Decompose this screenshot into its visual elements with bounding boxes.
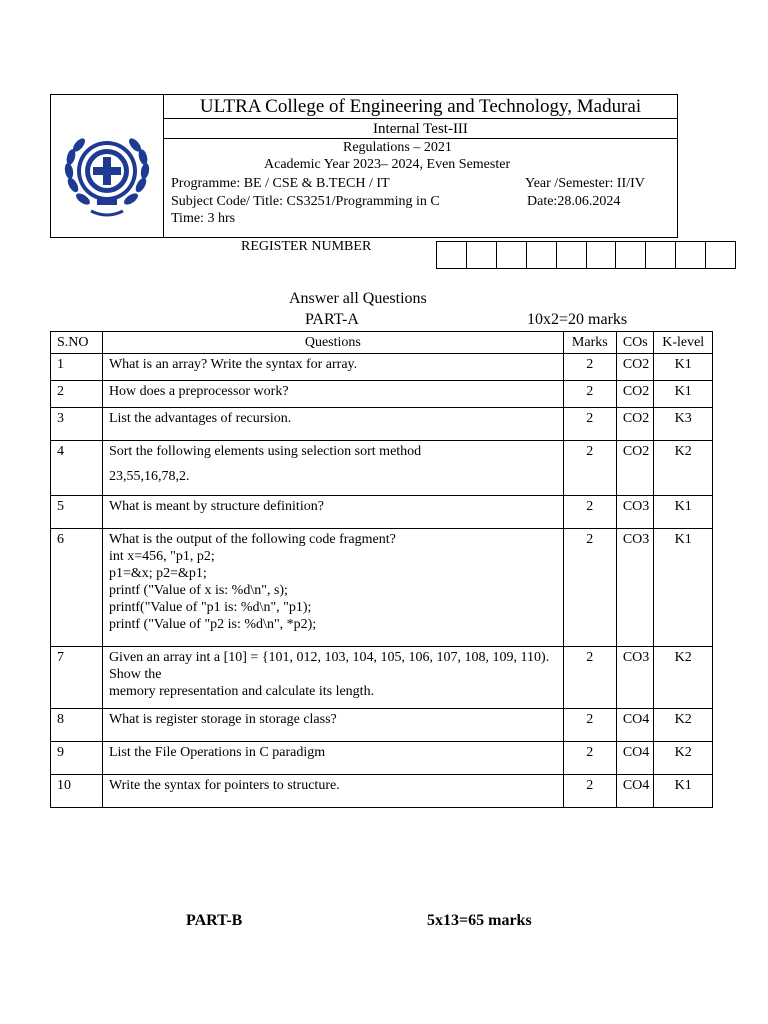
question-number: 10	[51, 775, 103, 808]
register-digit-box[interactable]	[497, 242, 527, 268]
question-marks: 2	[563, 529, 616, 647]
question-number: 9	[51, 742, 103, 775]
question-marks: 2	[563, 441, 616, 496]
question-text	[102, 709, 563, 742]
register-digit-box[interactable]	[616, 242, 646, 268]
college-emblem-icon	[61, 127, 153, 224]
question-line: Given an array int a [10] = {101, 012, 103, 104, 105, 106, 107, 108, 109, 110). Show the	[108, 650, 553, 682]
question-number: 1	[51, 354, 103, 381]
question-number: 4	[51, 441, 103, 496]
question-number: 7	[51, 647, 103, 709]
question-line: List the advantages of recursion.	[108, 411, 292, 426]
question-line: What is meant by structure definition?	[108, 499, 324, 514]
question-line: int x=456, "p1, p2;	[108, 549, 215, 564]
questions-header: Questions	[102, 332, 563, 354]
part-b-marks: 5x13=65 marks	[427, 912, 532, 929]
logo-cell	[51, 95, 164, 237]
question-marks: 2	[563, 775, 616, 808]
question-line: printf ("Value of "p2 is: %d\n", *p2);	[108, 617, 317, 632]
question-line: What is the output of the following code fragment?	[108, 532, 396, 547]
question-line: What is an array? Write the syntax for array.	[108, 357, 358, 372]
question-klevel: K1	[654, 496, 713, 529]
question-text	[102, 742, 563, 775]
question-number: 6	[51, 529, 103, 647]
question-line: printf ("Value of x is: %d\n", s);	[108, 583, 288, 598]
question-line: p1=&x; p2=&p1;	[108, 566, 207, 581]
test-title: Internal Test-III	[164, 119, 677, 139]
question-co: CO2	[616, 408, 654, 441]
question-klevel: K2	[654, 441, 713, 496]
marks-header: Marks	[563, 332, 616, 354]
question-co: CO4	[616, 742, 654, 775]
question-text	[102, 354, 563, 381]
question-marks: 2	[563, 408, 616, 441]
register-digit-box[interactable]	[557, 242, 587, 268]
question-text	[102, 441, 563, 496]
table-row	[51, 647, 713, 709]
question-number: 8	[51, 709, 103, 742]
question-co: CO2	[616, 354, 654, 381]
question-co: CO2	[616, 381, 654, 408]
question-line: What is register storage in storage class?	[108, 712, 337, 727]
table-row	[51, 742, 713, 775]
question-klevel: K1	[654, 775, 713, 808]
question-line: How does a preprocessor work?	[108, 384, 289, 399]
register-digit-box[interactable]	[587, 242, 617, 268]
question-co: CO2	[616, 441, 654, 496]
question-klevel: K1	[654, 381, 713, 408]
question-klevel: K1	[654, 354, 713, 381]
question-klevel: K2	[654, 647, 713, 709]
register-digit-box[interactable]	[706, 242, 735, 268]
table-row	[51, 709, 713, 742]
subject: Subject Code/ Title: CS3251/Programming in C	[171, 194, 440, 209]
table-row	[51, 529, 713, 647]
question-text	[102, 529, 563, 647]
question-number: 5	[51, 496, 103, 529]
part-b-title: PART-B	[186, 912, 243, 929]
questions-table	[50, 331, 713, 808]
question-co: CO4	[616, 709, 654, 742]
question-klevel: K1	[654, 529, 713, 647]
year-semester: Year /Semester: II/IV	[525, 176, 645, 191]
register-digit-box[interactable]	[646, 242, 676, 268]
register-number-label: REGISTER NUMBER	[241, 239, 372, 254]
question-klevel: K2	[654, 742, 713, 775]
question-marks: 2	[563, 496, 616, 529]
instructions: Answer all Questions	[289, 290, 427, 307]
question-co: CO4	[616, 775, 654, 808]
question-marks: 2	[563, 354, 616, 381]
question-marks: 2	[563, 742, 616, 775]
table-row	[51, 354, 713, 381]
questions-body	[51, 354, 713, 808]
question-line: memory representation and calculate its length.	[108, 684, 375, 699]
part-a-title: PART-A	[305, 311, 359, 328]
exam-time: Time: 3 hrs	[171, 211, 236, 226]
question-co: CO3	[616, 529, 654, 647]
register-number-boxes	[436, 241, 736, 269]
programme: Programme: BE / CSE & B.TECH / IT	[171, 176, 390, 191]
question-text	[102, 381, 563, 408]
table-row	[51, 408, 713, 441]
question-co: CO3	[616, 647, 654, 709]
question-line: printf("Value of "p1 is: %d\n", "p1);	[108, 600, 312, 615]
question-line: Sort the following elements using selection sort method	[108, 444, 422, 459]
question-text	[102, 408, 563, 441]
cos-header: COs	[616, 332, 654, 354]
part-a-marks: 10x2=20 marks	[527, 311, 628, 328]
table-header-row	[51, 332, 713, 354]
register-digit-box[interactable]	[437, 242, 467, 268]
question-co: CO3	[616, 496, 654, 529]
regulations: Regulations – 2021	[343, 140, 452, 155]
exam-header	[50, 94, 678, 238]
college-name: ULTRA College of Engineering and Technology, Madurai	[164, 95, 677, 119]
klevel-header: K-level	[654, 332, 713, 354]
question-text	[102, 775, 563, 808]
register-digit-box[interactable]	[467, 242, 497, 268]
question-marks: 2	[563, 709, 616, 742]
exam-date: Date:28.06.2024	[527, 194, 621, 209]
question-line: Write the syntax for pointers to structure.	[108, 778, 340, 793]
question-number: 2	[51, 381, 103, 408]
academic-year: Academic Year 2023– 2024, Even Semester	[264, 157, 511, 172]
question-klevel: K3	[654, 408, 713, 441]
question-text	[102, 647, 563, 709]
question-marks: 2	[563, 647, 616, 709]
table-row	[51, 496, 713, 529]
table-row	[51, 381, 713, 408]
question-line: List the File Operations in C paradigm	[108, 745, 326, 760]
register-digit-box[interactable]	[527, 242, 557, 268]
question-klevel: K2	[654, 709, 713, 742]
table-row	[51, 441, 713, 496]
question-marks: 2	[563, 381, 616, 408]
register-digit-box[interactable]	[676, 242, 706, 268]
question-line: 23,55,16,78,2.	[108, 469, 190, 484]
sno-header: S.NO	[51, 332, 103, 354]
question-number: 3	[51, 408, 103, 441]
table-row	[51, 775, 713, 808]
question-text	[102, 496, 563, 529]
